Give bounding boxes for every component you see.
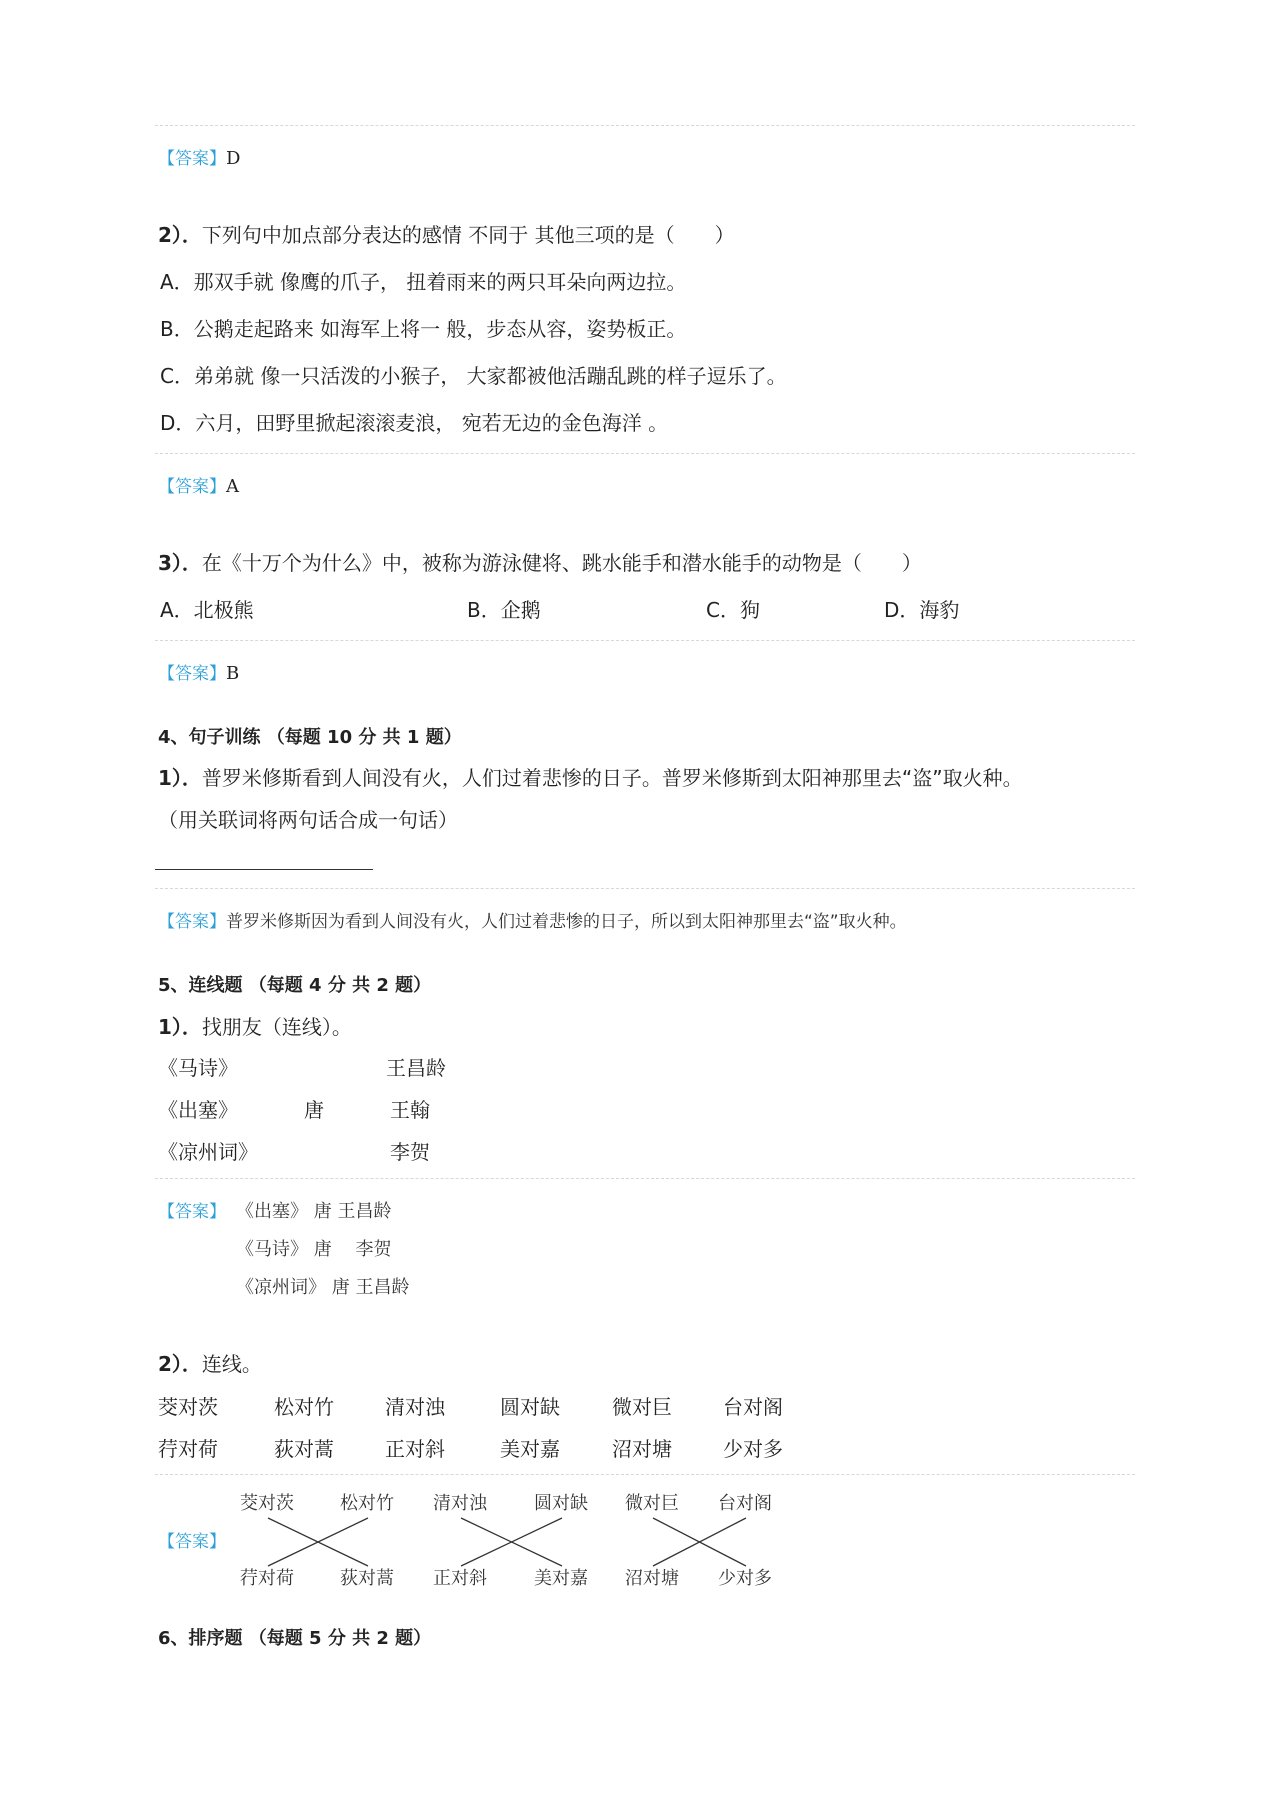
pair-cell: 沼对塘 <box>612 1437 672 1461</box>
option-a: A．北极熊 <box>160 598 254 622</box>
pair-cell: 荇对荷 <box>158 1437 218 1461</box>
question-number: 1）． <box>158 766 202 790</box>
answer-top-cell: 松对竹 <box>340 1493 394 1514</box>
poem-title: 《马诗》 <box>158 1056 238 1080</box>
option-a: A．那双手就 像鹰的爪子， 扭着雨来的两只耳朵向两边拉。 <box>160 270 687 294</box>
answer-bottom-cell: 少对多 <box>718 1568 772 1589</box>
question-stem: 在《十万个为什么》中，被称为游泳健将、跳水能手和潜水能手的动物是（ ） <box>201 551 922 575</box>
poet: 王翰 <box>390 1098 430 1122</box>
question-number: 3）． <box>158 551 202 575</box>
section-4-title: 4、句子训练 （每题 10 分 共 1 题） <box>158 727 462 748</box>
answer-line: 《凉州词》 唐 王昌龄 <box>236 1277 410 1298</box>
answer-line: 《马诗》 唐 李贺 <box>236 1239 392 1260</box>
pair-cell: 微对巨 <box>612 1395 672 1419</box>
poem-title: 《出塞》 <box>158 1098 238 1122</box>
answer-label: 【答案】 <box>158 664 226 684</box>
pair-cell: 少对多 <box>723 1437 783 1461</box>
answer-value: D <box>226 148 241 169</box>
pair-cell: 松对竹 <box>274 1395 334 1419</box>
question-stem: 下列句中加点部分表达的感情 不同于 其他三项的是（ ） <box>201 223 735 247</box>
answer-bottom-cell: 荻对蒿 <box>340 1568 394 1589</box>
answer-top-cell: 微对巨 <box>625 1493 679 1514</box>
answer-label: 【答案】 <box>158 477 226 497</box>
question-stem: 找朋友（连线）。 <box>201 1015 352 1039</box>
answer-label: 【答案】 <box>158 912 226 932</box>
poet: 王昌龄 <box>386 1056 446 1080</box>
answer-value: 普罗米修斯因为看到人间没有火，人们过着悲惨的日子，所以到太阳神那里去“盗”取火种。 <box>226 912 907 932</box>
answer-label: 【答案】 <box>158 1532 226 1552</box>
answer-bottom-cell: 沼对塘 <box>625 1568 679 1589</box>
answer-top-cell: 圆对缺 <box>534 1493 588 1514</box>
answer-bottom-cell: 荇对荷 <box>240 1568 294 1589</box>
pair-cell: 台对阁 <box>723 1395 783 1419</box>
answer-bottom-cell: 正对斜 <box>433 1568 487 1589</box>
question-stem: 连线。 <box>201 1352 262 1376</box>
question-number: 1）． <box>158 1015 202 1039</box>
question-number: 2）． <box>158 223 202 247</box>
answer-line: 《出塞》 唐 王昌龄 <box>236 1201 392 1222</box>
question-stem: 普罗米修斯看到人间没有火，人们过着悲惨的日子。普罗米修斯到太阳神那里去“盗”取火种。 <box>201 766 1023 790</box>
answer-top-cell: 台对阁 <box>718 1493 772 1514</box>
pair-cell: 荻对蒿 <box>274 1437 334 1461</box>
answer-label: 【答案】 <box>158 149 226 169</box>
question-number: 2）． <box>158 1352 202 1376</box>
option-b: B．企鹅 <box>467 598 541 622</box>
answer-value: B <box>226 663 240 684</box>
dynasty: 唐 <box>304 1098 324 1122</box>
pair-cell: 清对浊 <box>385 1395 445 1419</box>
section-6-title: 6、排序题 （每题 5 分 共 2 题） <box>158 1628 432 1649</box>
answer-value: A <box>226 476 239 497</box>
option-d: D．海豹 <box>884 598 960 622</box>
poet: 李贺 <box>390 1140 430 1164</box>
answer-bottom-cell: 美对嘉 <box>534 1568 588 1589</box>
pair-cell: 美对嘉 <box>500 1437 560 1461</box>
option-c: C．狗 <box>706 598 760 622</box>
option-d: D．六月，田野里掀起滚滚麦浪， 宛若无边的金色海洋 。 <box>160 411 669 435</box>
question-note: （用关联词将两句话合成一句话） <box>158 808 458 832</box>
section-5-title: 5、连线题 （每题 4 分 共 2 题） <box>158 975 432 996</box>
option-b: B．公鹅走起路来 如海军上将一 般，步态从容，姿势板正。 <box>160 317 687 341</box>
pair-cell: 圆对缺 <box>500 1395 560 1419</box>
poem-title: 《凉州词》 <box>158 1140 258 1164</box>
answer-label: 【答案】 <box>158 1202 226 1222</box>
option-c: C．弟弟就 像一只活泼的小猴子， 大家都被他活蹦乱跳的样子逗乐了。 <box>160 364 787 388</box>
pair-cell: 正对斜 <box>385 1437 445 1461</box>
answer-top-cell: 茭对茨 <box>240 1493 294 1514</box>
answer-top-cell: 清对浊 <box>433 1493 487 1514</box>
pair-cell: 茭对茨 <box>158 1395 218 1419</box>
